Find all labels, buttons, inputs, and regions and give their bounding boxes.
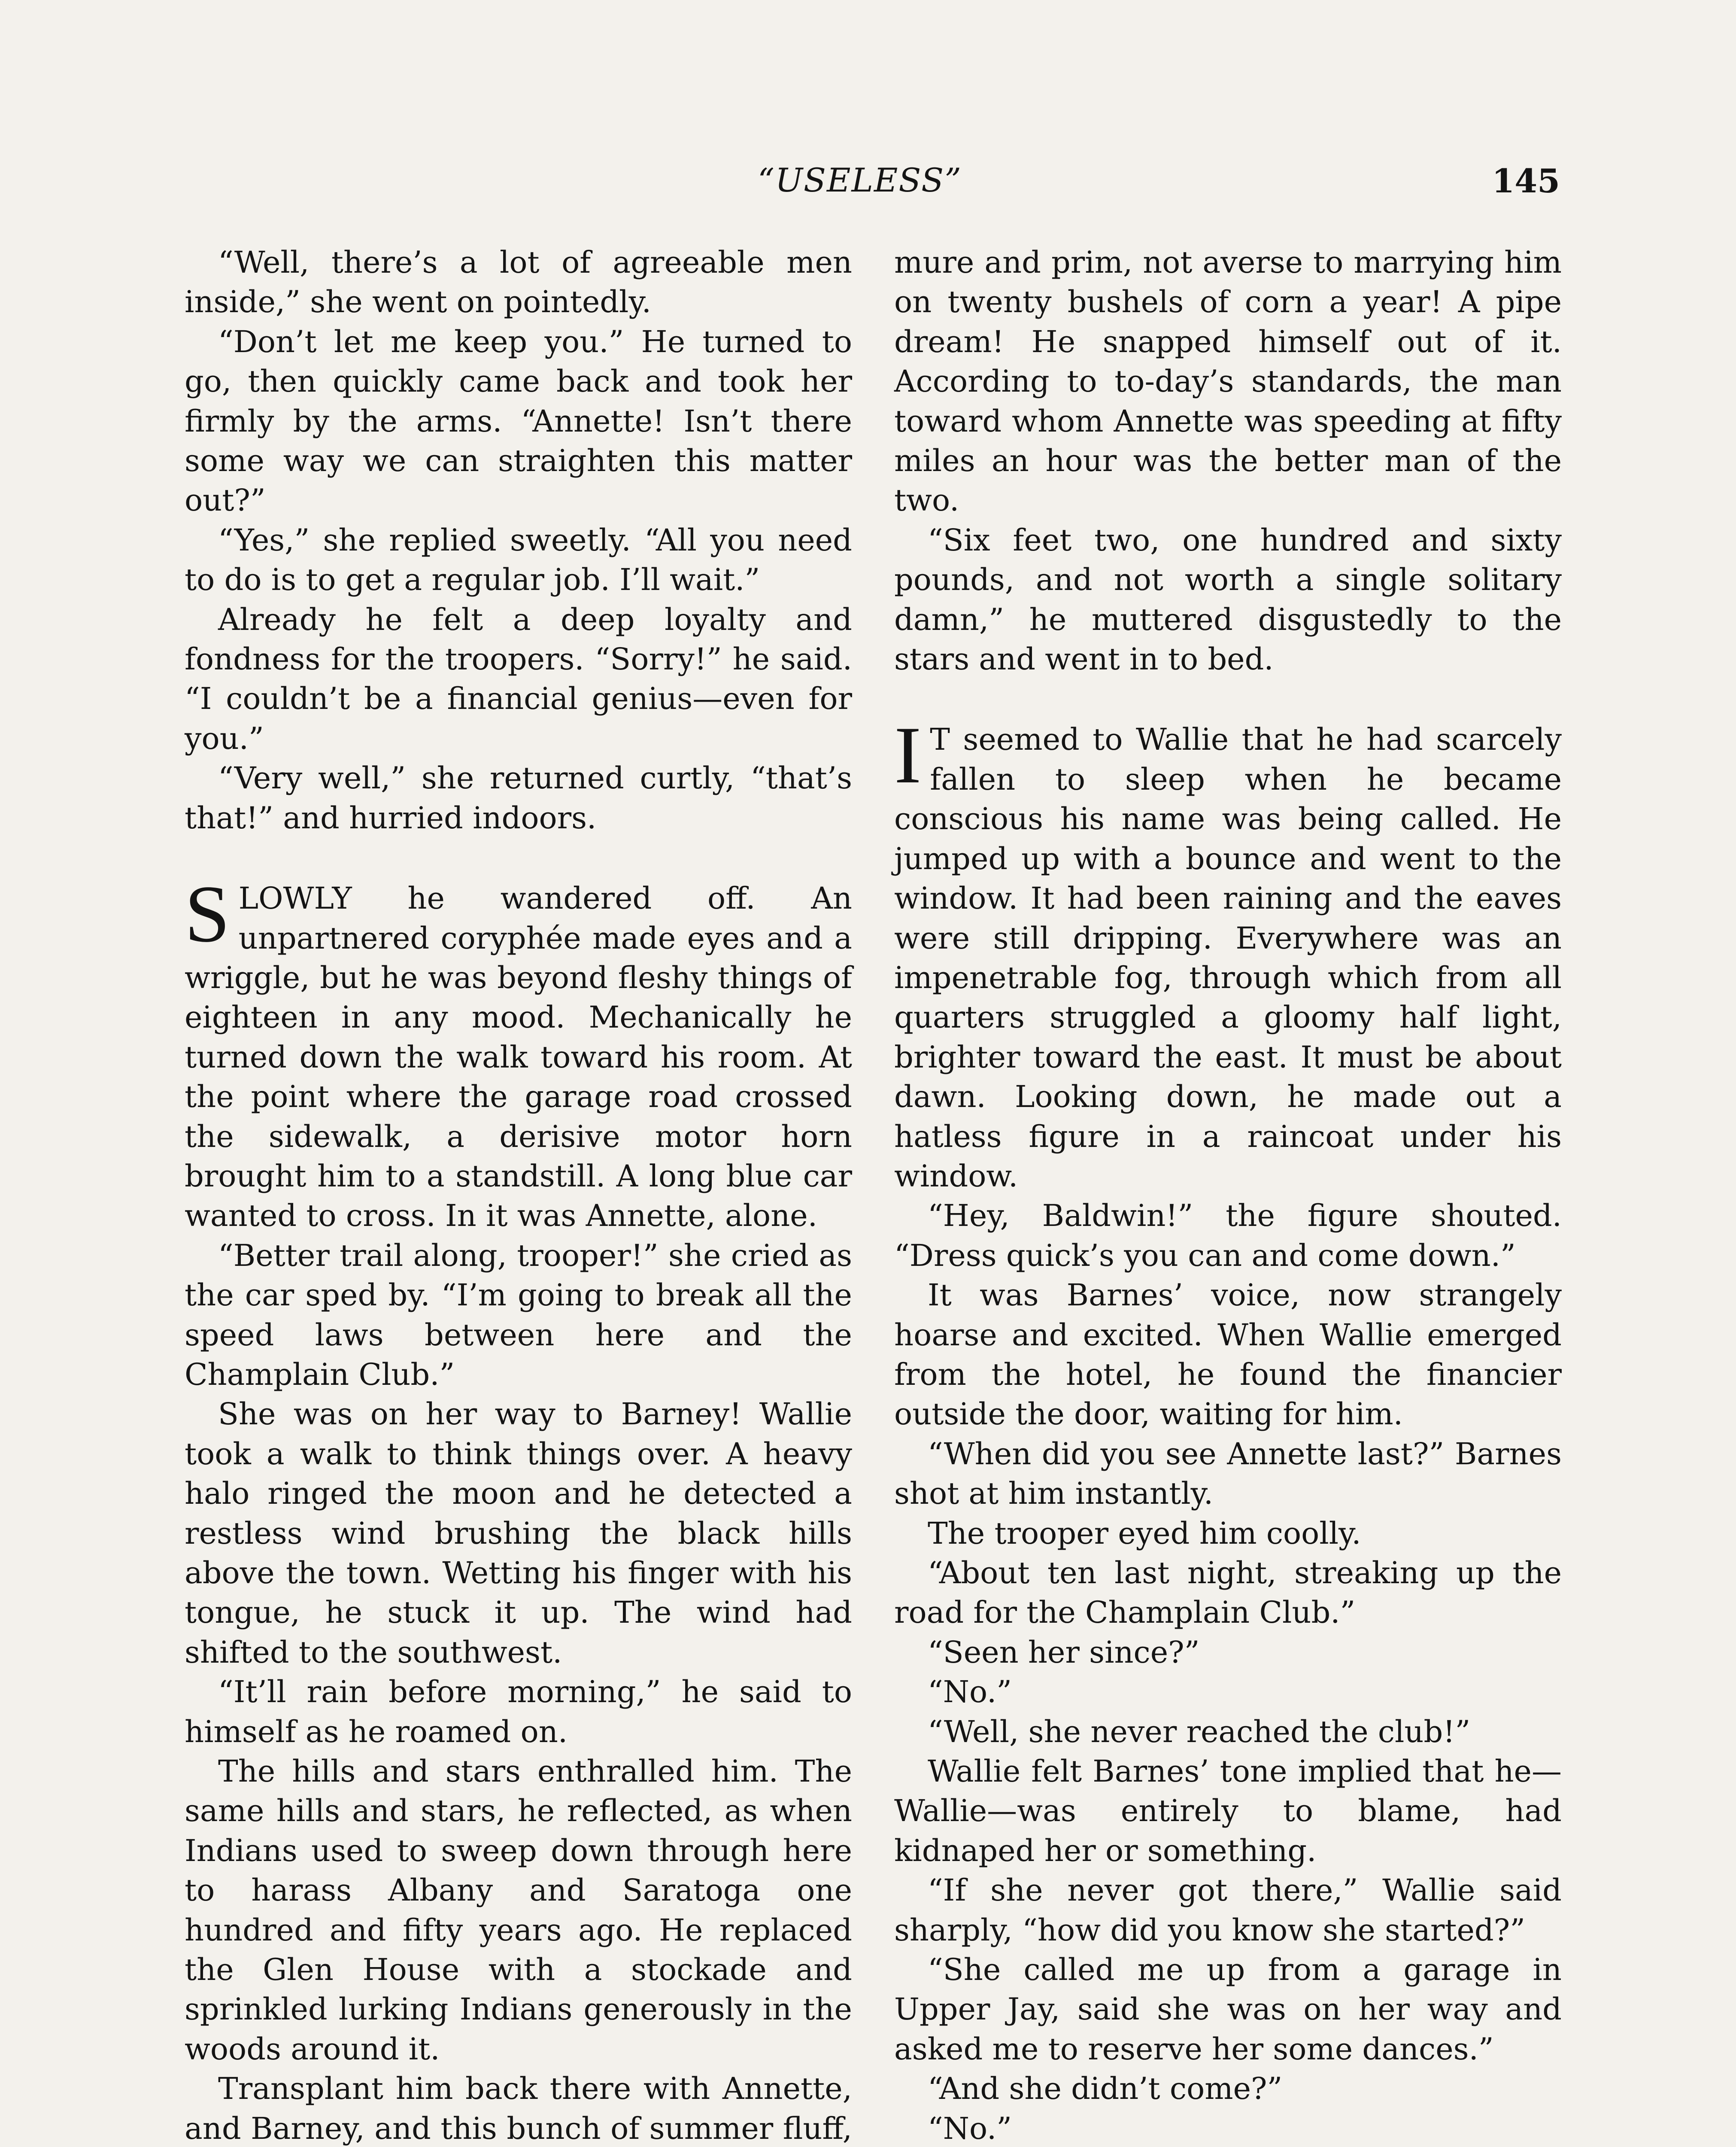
paragraph: “No.” (928, 2111, 1012, 2146)
paragraph: “Six feet two, one hundred and sixty pounds, and not worth a single solitary damn,” he muttered disgustedly to the stars and went in to bed. (894, 522, 1562, 677)
paragraph: “It’ll rain before morning,” he said to himself as he roamed on. (185, 1674, 852, 1749)
paragraph-text: T seemed to Wallie that he had scarcely fallen to sleep when he became conscious his name was being called. He jumped up with a bounce and went to the window. It had been raining and the eaves were still dripping. Everywhere was an impenetrable fog, through which from all quarters struggled a gloomy half light, brighter toward the east. It must be about dawn. Looking down, he made out a hatless figure in a raincoat under his window. (894, 722, 1562, 1194)
section-opening-paragraph (894, 710, 1562, 1196)
paragraph: Transplant him back there with Annette, and Barney, and this bunch of summer fluff, (185, 2071, 852, 2146)
paragraph: Wallie felt Barnes’ tone implied that he—Wallie—was entirely to blame, had kidnaped her or something. (894, 1754, 1562, 1868)
paragraph: “Hey, Baldwin!” the figure shouted. “Dress quick’s you can and come down.” (894, 1198, 1562, 1273)
paragraph: “And she didn’t come?” (928, 2071, 1283, 2107)
drop-cap: S (185, 869, 230, 960)
section-opening-paragraph (185, 869, 852, 1236)
page-number: 145 (1492, 162, 1560, 200)
paragraph-text: LOWLY he wandered off. An unpartnered coryphée made eyes and a wriggle, but he was beyond fleshy things of eighteen in any mood. Mechanically he turned down the walk toward his room. At the point where the garage road crossed the sidewalk, a derisive motor horn brought him to a standstill. A long blue car wanted to cross. In it was Annette, alone. (185, 881, 852, 1234)
paragraph: “When did you see Annette last?” Barnes shot at him instantly. (894, 1436, 1562, 1511)
paragraph: It was Barnes’ voice, now strangely hoarse and excited. When Wallie emerged from the hotel, he found the financier outside the door, waiting for him. (894, 1277, 1562, 1432)
running-title: “USELESS” (758, 161, 962, 199)
continued-paragraph: mure and prim, not averse to marrying him on twenty bushels of corn a year! A pipe dream! He snapped himself out of it. According to to-day’s standards, the man toward whom Annette was speeding at fifty miles an hour was the better man of the two. (894, 245, 1562, 518)
paragraph: “No.” (928, 1674, 1012, 1710)
paragraph: “Yes,” she replied sweetly. “All you need to do is to get a regular job. I’ll wait.” (185, 522, 852, 598)
right-column (894, 243, 1562, 2147)
section-break (185, 838, 852, 879)
paragraph: “Don’t let me keep you.” He turned to go, then quickly came back and took her firmly by the arms. “Annette! Isn’t there some way we can straighten this matter out?” (185, 324, 852, 518)
paragraph: The trooper eyed him coolly. (928, 1515, 1361, 1551)
paragraph: “Better trail along, trooper!” she cried as the car sped by. “I’m going to break all the speed laws between here and the Champlain Club.” (185, 1238, 852, 1392)
paragraph: “Well, there’s a lot of agreeable men inside,” she went on pointedly. (185, 245, 852, 320)
paragraph: “If she never got there,” Wallie said sharply, “how did you know she started?” (894, 1873, 1562, 1948)
paragraph: “Seen her since?” (928, 1634, 1200, 1670)
drop-cap: I (894, 710, 922, 801)
paragraph: “Very well,” she returned curtly, “that’s that!” and hurried indoors. (185, 760, 852, 836)
section-break (894, 679, 1562, 720)
paragraph: She was on her way to Barney! Wallie took a walk to think things over. A heavy halo ringed the moon and he detected a restless wind brushing the black hills above the town. Wetting his finger with his tongue, he stuck it up. The wind had shifted to the southwest. (185, 1396, 852, 1670)
paragraph: The hills and stars enthralled him. The same hills and stars, he reflected, as when Indians used to sweep down through here to harass Albany and Saratoga one hundred and fifty years ago. He replaced the Glen House with a stockade and sprinkled lurking Indians generously in the woods around it. (185, 1754, 852, 2067)
paragraph: “She called me up from a garage in Upper Jay, said she was on her way and asked me to reserve her some dances.” (894, 1952, 1562, 2067)
left-column (185, 243, 852, 2147)
paragraph: “About ten last night, streaking up the road for the Champlain Club.” (894, 1555, 1562, 1630)
paragraph: “Well, she never reached the club!” (928, 1714, 1471, 1749)
paragraph: Already he felt a deep loyalty and fondness for the troopers. “Sorry!” he said. “I couldn’t be a financial genius—even for you.” (185, 602, 852, 756)
